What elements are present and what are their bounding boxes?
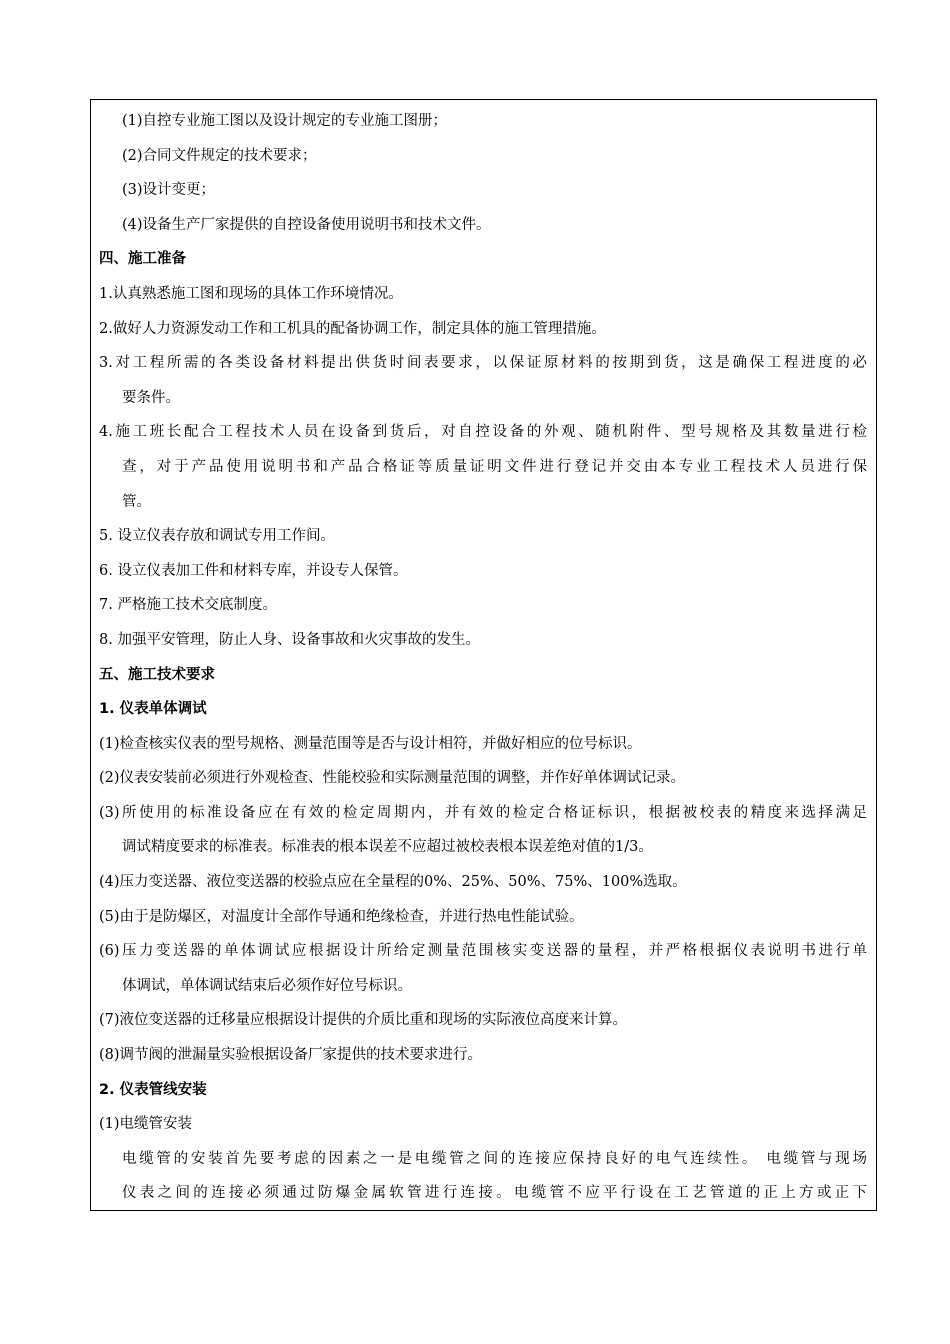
text-line: (6)压力变送器的单体调试应根据设计所给定测量范围核实变送器的量程，并严格根据仪表说明书进行单 [99, 943, 867, 960]
text-line: (4)压力变送器、液位变送器的校验点应在全量程的0%、25%、50%、75%、100%选取。 [99, 874, 687, 891]
text-line: 要条件。 [122, 389, 180, 406]
section-heading: 1. 仪表单体调试 [99, 701, 207, 718]
text-line: 调试精度要求的标准表。标准表的根本误差不应超过被校表根本误差绝对值的1/3。 [122, 839, 653, 856]
text-line: (1)电缆管安装 [99, 1116, 193, 1133]
text-line: (8)调节阀的泄漏量实验根据设备厂家提供的技术要求进行。 [99, 1047, 483, 1064]
document-frame [90, 99, 877, 1211]
section-heading: 2. 仪表管线安装 [99, 1081, 207, 1098]
section-heading: 五、施工技术要求 [99, 666, 215, 683]
text-line: 4.施工班长配合工程技术人员在设备到货后，对自控设备的外观、随机附件、型号规格及其数量进行检 [99, 424, 867, 441]
text-line: 管。 [122, 493, 151, 510]
text-line: (3)设计变更； [122, 182, 216, 199]
text-line: 7. 严格施工技术交底制度。 [99, 597, 277, 614]
text-line: (3)所使用的标准设备应在有效的检定周期内，并有效的检定合格证标识，根据被校表的精度来选择满足 [99, 804, 867, 821]
text-line: (2)仪表安装前必须进行外观检查、性能校验和实际测量范围的调整，并作好单体调试记录。 [99, 770, 686, 787]
text-line: 查，对于产品使用说明书和产品合格证等质量证明文件进行登记并交由本专业工程技术人员进行保 [122, 458, 867, 475]
text-line: 6. 设立仪表加工件和材料专库，并设专人保管。 [99, 562, 408, 579]
text-line: 1.认真熟悉施工图和现场的具体工作环境情况。 [99, 285, 403, 302]
text-line: (7)液位变送器的迁移量应根据设计提供的介质比重和现场的实际液位高度来计算。 [99, 1012, 628, 1029]
text-line: 电缆管的安装首先要考虑的因素之一是电缆管之间的连接应保持良好的电气连续性。 电缆管与现场 [122, 1150, 867, 1167]
text-line: 3.对工程所需的各类设备材料提出供货时间表要求，以保证原材料的按期到货，这是确保工程进度的必 [99, 355, 867, 372]
text-line: 8. 加强平安管理，防止人身、设备事故和火灾事故的发生。 [99, 631, 480, 648]
text-line: 5. 设立仪表存放和调试专用工作间。 [99, 528, 335, 545]
text-line: (4)设备生产厂家提供的自控设备使用说明书和技术文件。 [122, 216, 491, 233]
text-line: 仪表之间的连接必须通过防爆金属软管进行连接。电缆管不应平行设在工艺管道的正上方或正下 [122, 1185, 867, 1202]
document-body [91, 100, 876, 1211]
text-line: (2)合同文件规定的技术要求； [122, 147, 317, 164]
section-heading: 四、施工准备 [99, 251, 186, 268]
text-line: (1)检查核实仪表的型号规格、测量范围等是否与设计相符，并做好相应的位号标识。 [99, 735, 642, 752]
text-line: (5)由于是防爆区，对温度计全部作导通和绝缘检查，并进行热电性能试验。 [99, 908, 584, 925]
text-line: (1)自控专业施工图以及设计规定的专业施工图册； [122, 113, 448, 129]
text-line: 体调试，单体调试结束后必须作好位号标识。 [122, 977, 412, 994]
text-line: 2.做好人力资源发动工作和工机具的配备协调工作，制定具体的施工管理措施。 [99, 320, 606, 337]
